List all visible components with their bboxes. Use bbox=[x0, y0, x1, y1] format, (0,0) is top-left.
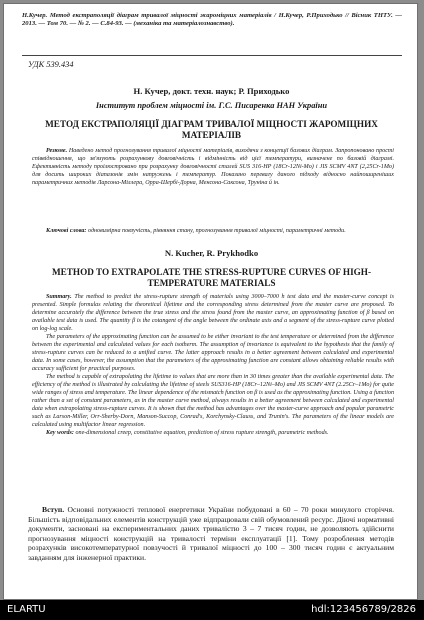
repository-name: ELARTU bbox=[7, 604, 46, 615]
keywords-ukrainian-text: одновимірна повзучість, рівняння стану, прогнозування тривалої міцності, параметричні методи. bbox=[87, 228, 346, 234]
abstract-english bbox=[32, 294, 394, 438]
introduction-paragraph bbox=[28, 505, 394, 563]
citation-header: Н.Кучер. Метод екстраполяції діаграм тривалої міцності жароміцних матеріалів / Н.Кучер, Р.Приходько // Вісник ТНТУ. — 2013. — Том 70. — № 2. — С.84-93. — (механіка та матеріалознавство). bbox=[22, 12, 402, 28]
abstract-english-paragraph: The parameters of the approximating function can be assumed to be either invariant to the test temperature or determined from the difference between the experimental and calculated values for each isotherm. The assumption of invariance is equivalent to the hypothesis that the family of stress-rupture curves can be reduced to a unified curve. The latter approach results in a better agreement between calculated and experimental data. In some cases, however, the assumption that the parameters of the approximating function are constant allows obtaining reliable results with accuracy sufficient for practical purposes. bbox=[32, 333, 394, 372]
keywords-english bbox=[32, 430, 394, 438]
abstract-english-label: Summary. bbox=[46, 294, 72, 300]
udc-code: УДК 539.434 bbox=[28, 60, 74, 69]
abstract-english-paragraph: The method is capable of extrapolating the lifetime to values that are more than in 30 times greater than the available experimental data. The efficiency of the method is illustrated by calculating the lifetime of steels SUS316-HP (18Cr–12Ni–Mo) and JIS SCMV 4NT (2.25Cr–1Mo) for quite wide ranges of stress and temperature. The linear dependence of the mismatch function on β is used as the approximating function. Using a function rather than a set of constant parameters, as in the master curve method, always results in a better agreement between calculated and experimental data when extrapolating stress-rupture curves. It is shown that the method has advantages over the master-curve approach and popular parametric such as Larson-Miller, Orr-Sherby-Dorn, Manson-Succop, Conrad's, Korchynsky-Clauss, and Trunin's. The parameters of the linear models are calculated using multifactor linear regression. bbox=[32, 373, 394, 428]
authors-ukrainian: Н. Кучер, докт. техн. наук; Р. Приходько bbox=[133, 86, 290, 96]
abstract-ukrainian-label: Резюме. bbox=[46, 148, 68, 154]
abstract-english-p1: The method to predict the stress-rupture strength of materials using 3000–7000 h test data and the master-curve concept is presented. Simple formulas relating the theoretical lifetime and the corresponding stress determined from the master curve are proposed. To determine accurately the difference between the true stress and the stress found from the master curve, an approximating function of β based on available test data is used. The quantity β is the cotangent of the angle between the ordinate axis and a segment of the stress-rupture curve plotted on log-log scale. bbox=[32, 294, 394, 332]
abstract-english-paragraph bbox=[32, 294, 394, 334]
footer-bar bbox=[0, 600, 424, 620]
keywords-ukrainian bbox=[32, 227, 394, 235]
handle-identifier[interactable]: hdl:123456789/2826 bbox=[311, 604, 416, 615]
authors-english: N. Kucher, R. Prykhodko bbox=[164, 248, 259, 258]
abstract-ukrainian-text: Наведено метод прогнозування тривалої міцності матеріалів, виходячи з концепції базових діаграм. Запропоновано прості співвідношення, що зв'язують розрахункову довговічність і відмінність від цієї температури, визначене по базовій діаграмі. Ефективність методу проілюстровано при розрахунку довговічності сталей SUS 316-HP (18Cr-12Ni-Mo) і JIS SCMV 4NT (2,25Cr-1Mo) для досить широких діапазонів змін напружень і температур. Показано перевагу даного підходу відносно найпоширеніших параметричних методів Ларсона-Міллера, Орра-Шербі-Дорна, Менсона-Саксона, Труніна й ін. bbox=[32, 148, 394, 187]
header-divider bbox=[22, 55, 402, 56]
abstract-ukrainian bbox=[32, 147, 394, 187]
introduction-text: Основні потужності теплової енергетики України побудовані в 60 – 70 роки минулого сторіччя. Більшість відповідальних елементів конструкцій уже відпрацювали свій обумовлений ресурс. Діючі нормативні документи, засновані на експериментальних даних тривалістю 3 – 7 тисяч годин, не дозволяють здійснити прогнозування міцності конструкцій на тривалості терміни експлуатації [1]. Тому розроблення методів розрахунків високотемпературної повзучості й тривалої міцності до 100 – 300 тисяч годин є актуальним завданням для інженерної практики. bbox=[28, 505, 394, 562]
keywords-english-text: one-dimensional creep, constitutive equation, prediction of stress rupture strength, parametric methods. bbox=[75, 429, 329, 436]
title-english: METHOD TO EXTRAPOLATE THE STRESS-RUPTURE CURVES OF HIGH-TEMPERATURE MATERIALS bbox=[52, 267, 371, 288]
institution-ukrainian: Інститут проблем міцності ім. Г.С. Писаренка НАН України bbox=[95, 101, 328, 110]
document-page bbox=[3, 3, 418, 600]
keywords-ukrainian-label: Ключові слова: bbox=[46, 228, 87, 234]
introduction-lead: Вступ. bbox=[42, 505, 65, 514]
keywords-english-label: Key words: bbox=[46, 429, 74, 436]
title-ukrainian: МЕТОД ЕКСТРАПОЛЯЦІЇ ДІАГРАМ ТРИВАЛОЇ МІЦНОСТІ ЖАРОМІЦНИХ МАТЕРІАЛІВ bbox=[45, 119, 378, 140]
